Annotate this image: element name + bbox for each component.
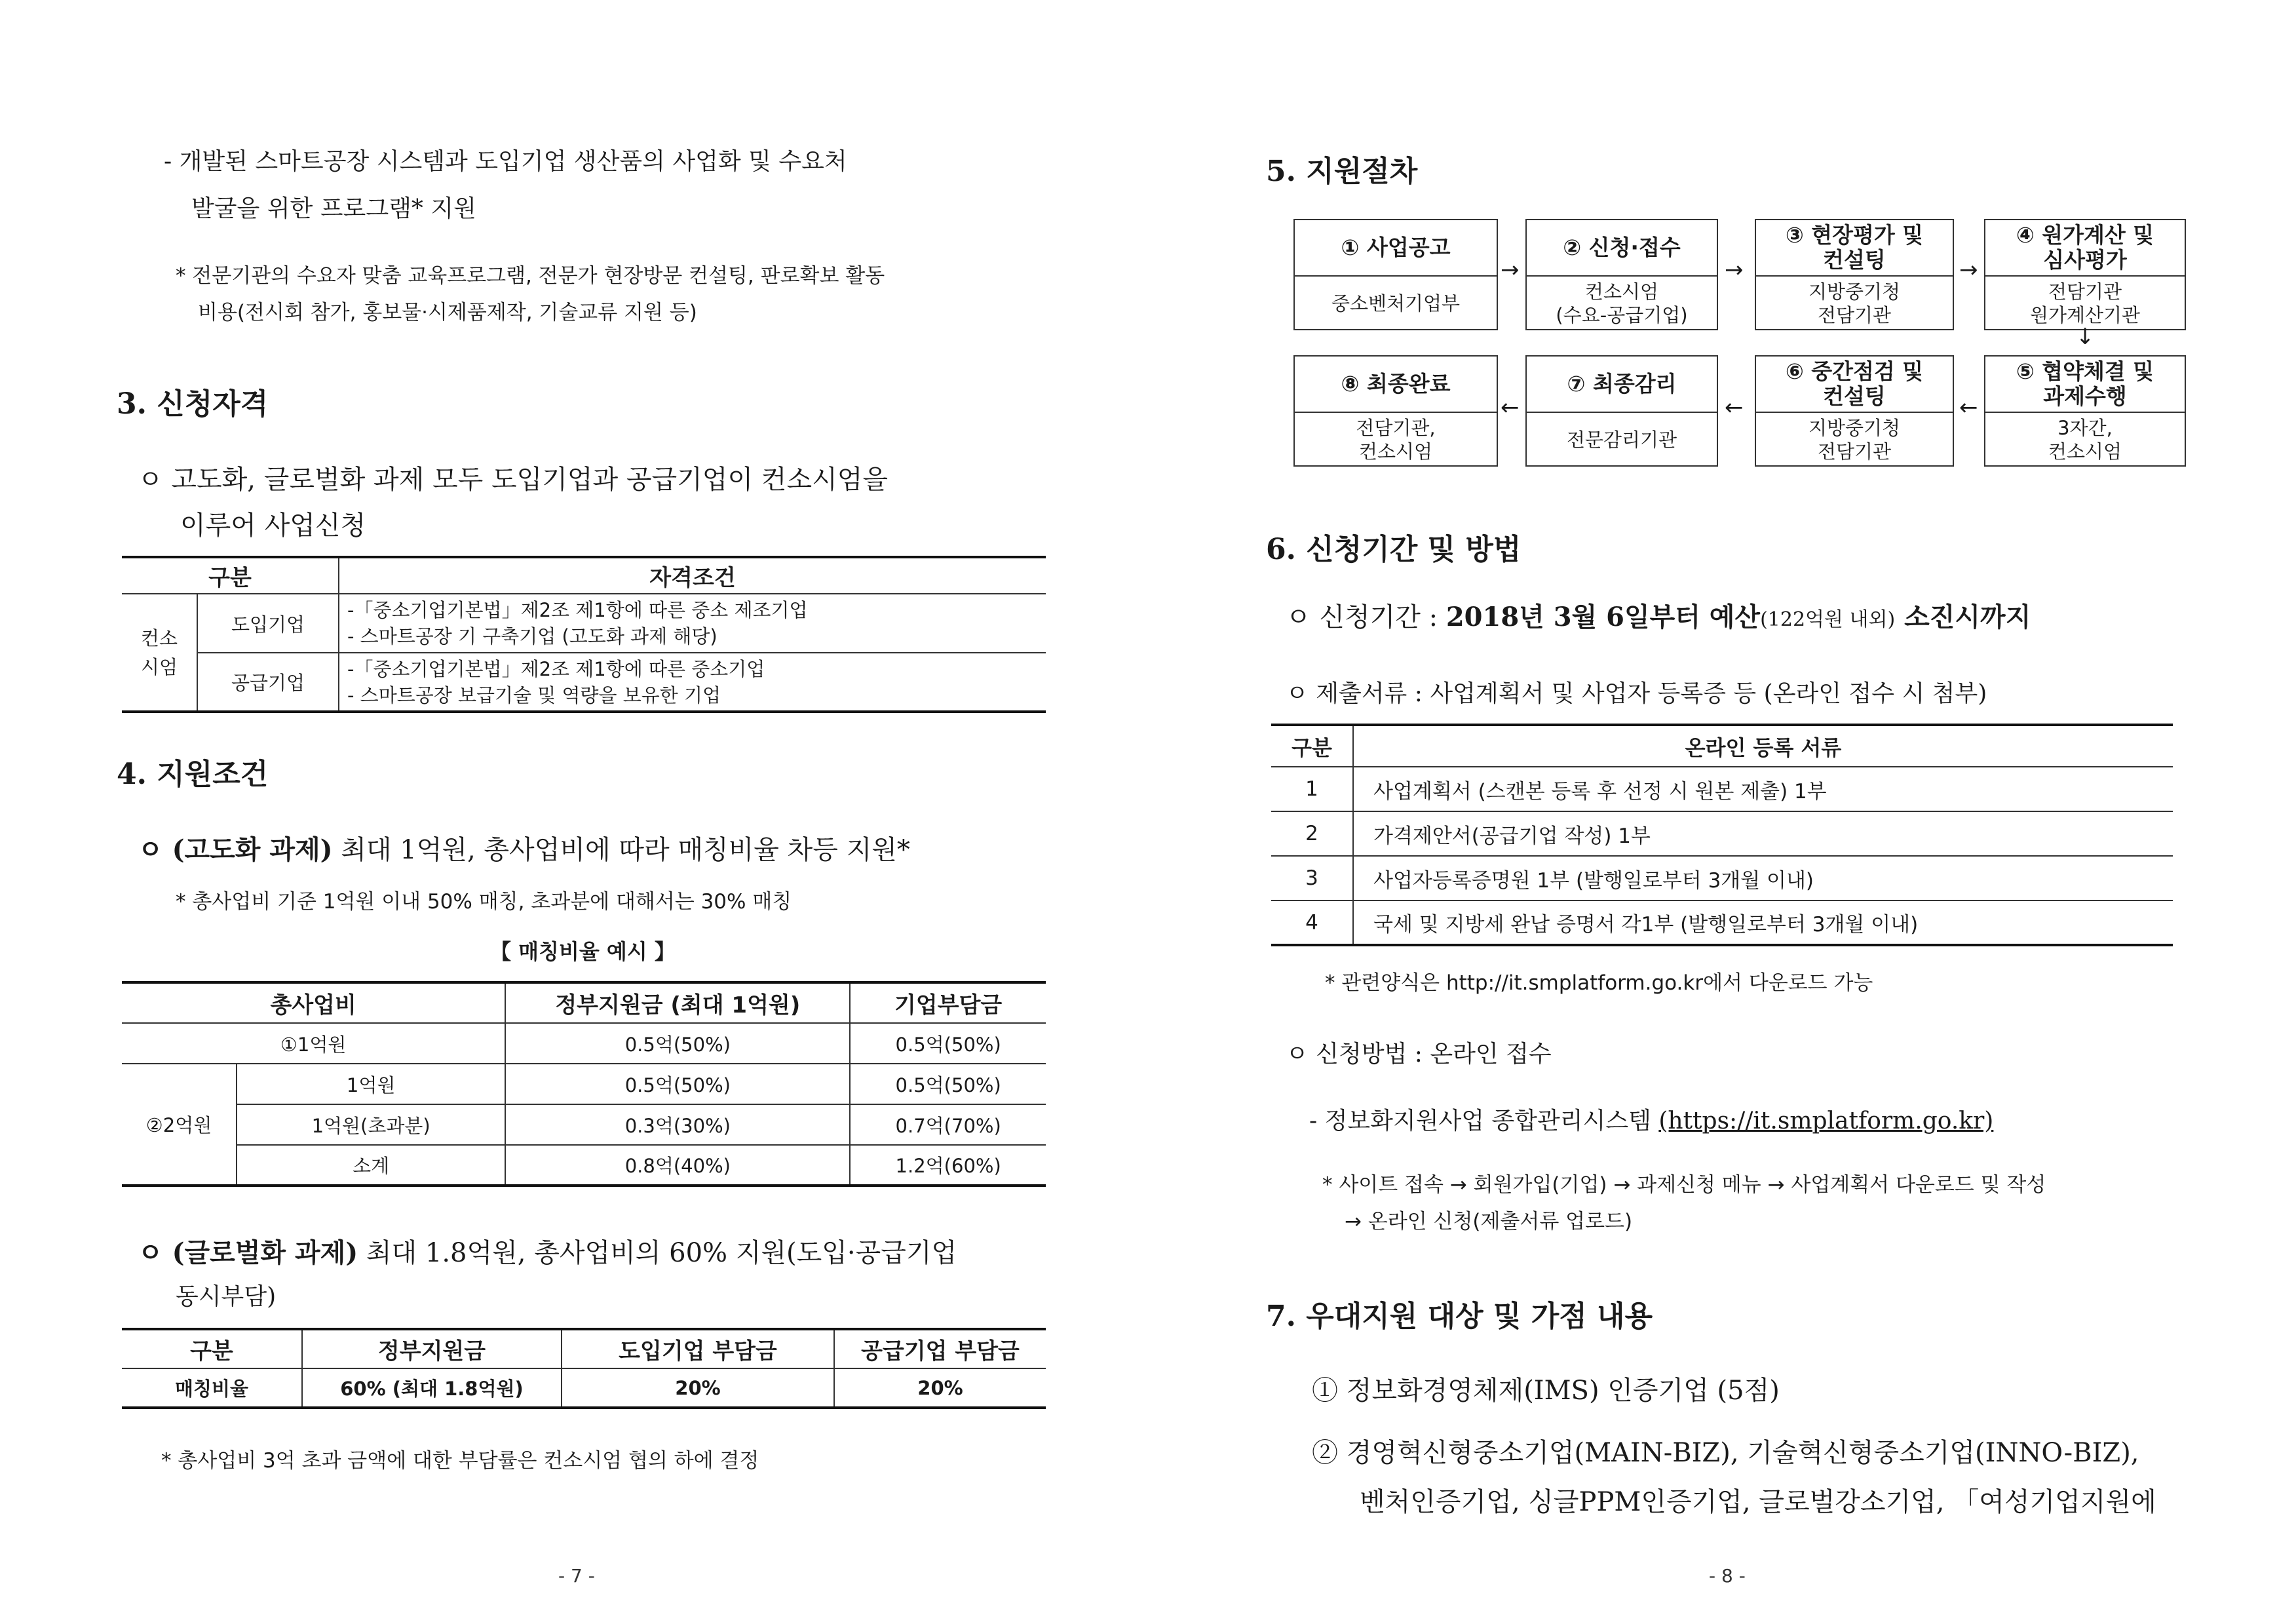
section-4-note: * 총사업비 3억 초과 금액에 대한 부담률은 컨소시엄 협의 하에 결정: [161, 1449, 759, 1473]
step-2-body: 컨소시엄 (수요-공급기업): [1556, 280, 1688, 326]
global-row-gov: 60% (최대 1.8억원): [302, 1368, 562, 1408]
arrow-down: ↓: [2076, 324, 2095, 350]
global-row-intro: 20%: [562, 1368, 834, 1408]
step-2-title: ② 신청·접수: [1527, 220, 1717, 277]
qual-row2-cond-1: -「중소기업기본법」제2조 제1항에 따른 중소기업: [347, 657, 765, 680]
section-4-bullet-1-bold: ㅇ (고도화 과제): [138, 834, 333, 865]
docs-row-no: 3: [1271, 856, 1353, 900]
global-row-supply: 20%: [834, 1368, 1046, 1408]
section-3-title: 3. 신청자격: [117, 387, 269, 421]
section-4-bullet-1: [138, 829, 910, 866]
docs-row-doc: 국세 및 지방세 완납 증명서 각1부 (발행일로부터 3개월 이내): [1353, 900, 2173, 945]
step-6-body: 지방중기청 전담기관: [1808, 417, 1901, 463]
arrow-left-3: ←: [1501, 395, 1520, 421]
section-7-title: 7. 우대지원 대상 및 가점 내용: [1266, 1300, 1653, 1333]
section-6-steps-2: → 온라인 신청(제출서류 업로드): [1345, 1210, 1633, 1233]
match-row2-group: ②2억원: [122, 1064, 237, 1186]
step-4-body: 전담기관 원가계산기관: [2029, 280, 2141, 326]
docs-table: [1271, 724, 2173, 946]
docs-row-doc: 사업계획서 (스캔본 등록 후 선정 시 원본 제출) 1부: [1353, 767, 2173, 811]
step-7-box: [1525, 355, 1718, 467]
intro-line-2: 발굴을 위한 프로그램* 지원: [191, 195, 476, 222]
step-3-box: [1755, 219, 1954, 330]
match-row1-gov: 0.5억(50%): [505, 1023, 850, 1064]
section-6-period-bold-2: 소진시까지: [1895, 602, 2031, 632]
match-row2a-corp: 0.5억(50%): [850, 1064, 1046, 1104]
section-6-system: [1309, 1102, 1993, 1136]
section-6-steps-1: * 사이트 접속 → 회원가입(기업) → 과제신청 메뉴 → 사업계획서 다운로드 및 작성: [1322, 1173, 2046, 1197]
arrow-right-2: →: [1725, 257, 1744, 283]
match-header-total: 총사업비: [122, 982, 505, 1023]
qual-row2-label: 공급기업: [197, 653, 339, 712]
section-6-title: 6. 신청기간 및 방법: [1266, 533, 1521, 566]
step-1-body: 중소벤처기업부: [1331, 292, 1461, 315]
section-4-bullet-2-line-2: 동시부담): [176, 1283, 277, 1310]
step-2-box: [1525, 219, 1718, 330]
step-5-box: [1984, 355, 2186, 467]
qual-header-condition: 자격조건: [339, 557, 1046, 594]
qual-group-label: 컨소 시엄: [122, 594, 197, 712]
match-row2c-corp: 1.2억(60%): [850, 1145, 1046, 1186]
section-6-system-prefix: - 정보화지원사업 종합관리시스템: [1309, 1108, 1659, 1134]
step-4-title: ④ 원가계산 및 심사평가: [1985, 220, 2185, 277]
section-4-bullet-2-bold: ㅇ (글로벌화 과제): [138, 1237, 358, 1268]
section-3-line-1: ㅇ 고도화, 글로벌화 과제 모두 도입기업과 공급기업이 컨소시엄을: [138, 465, 888, 495]
section-4-bullet-1-rest: 최대 1억원, 총사업비에 따라 매칭비율 차등 지원*: [332, 835, 910, 865]
global-row-label: 매칭비율: [122, 1368, 302, 1408]
step-5-title: ⑤ 협약체결 및 과제수행: [1985, 357, 2185, 413]
match-row2c-label: 소계: [237, 1145, 505, 1186]
section-6-period-bold-1: 2018년 3월 6일부터 예산: [1445, 602, 1761, 632]
step-8-title: ⑧ 최종완료: [1295, 357, 1497, 413]
matching-table: [122, 981, 1046, 1187]
step-1-box: [1293, 219, 1498, 330]
match-row2a-label: 1억원: [237, 1064, 505, 1104]
page-number-7: - 7 -: [558, 1565, 595, 1587]
qual-row1-cond-1: -「중소기업기본법」제2조 제1항에 따른 중소 제조기업: [347, 599, 808, 621]
qual-header-type: 구분: [122, 557, 339, 594]
qual-row1-cond-2: - 스마트공장 기 구축기업 (고도화 과제 해당): [347, 625, 718, 648]
section-5-title: 5. 지원절차: [1266, 155, 1418, 188]
step-5-body: 3자간, 컨소시엄: [2048, 417, 2122, 463]
section-3-line-2: 이루어 사업신청: [180, 511, 366, 541]
match-header-gov: 정부지원금 (최대 1억원): [505, 982, 850, 1023]
step-7-title: ⑦ 최종감리: [1527, 357, 1717, 413]
step-6-title: ⑥ 중간점검 및 컨설팅: [1756, 357, 1953, 413]
system-url-link[interactable]: (https://it.smplatform.go.kr): [1658, 1108, 1994, 1134]
section-4-bullet-2: [138, 1232, 957, 1269]
qual-row1-conditions: [339, 594, 1046, 653]
step-4-box: [1984, 219, 2186, 330]
section-4-bullet-2-rest: 최대 1.8억원, 총사업비의 60% 지원(도입·공급기업: [358, 1238, 957, 1268]
match-row2c-gov: 0.8억(40%): [505, 1145, 850, 1186]
match-row1-label: ①1억원: [122, 1023, 505, 1064]
step-8-box: [1293, 355, 1498, 467]
qual-row2-cond-2: - 스마트공장 보급기술 및 역량을 보유한 기업: [347, 684, 721, 706]
qual-row1-label: 도입기업: [197, 594, 339, 653]
global-table: [122, 1328, 1046, 1409]
docs-row-no: 2: [1271, 811, 1353, 856]
qual-row2-conditions: [339, 653, 1046, 712]
section-4-title: 4. 지원조건: [117, 758, 269, 791]
step-6-box: [1755, 355, 1954, 467]
step-1-title: ① 사업공고: [1295, 220, 1497, 277]
section-6-period-small: (122억원 내외): [1760, 608, 1896, 631]
section-7-item-2-line-1: ② 경영혁신형중소기업(MAIN-BIZ), 기술혁신형중소기업(INNO-BIZ),: [1312, 1438, 2139, 1468]
docs-row-no: 4: [1271, 900, 1353, 945]
match-row2a-gov: 0.5억(50%): [505, 1064, 850, 1104]
match-row1-corp: 0.5억(50%): [850, 1023, 1046, 1064]
docs-row-no: 1: [1271, 767, 1353, 811]
arrow-left-1: ←: [1959, 395, 1978, 421]
step-3-title: ③ 현장평가 및 컨설팅: [1756, 220, 1953, 277]
arrow-left-2: ←: [1725, 395, 1744, 421]
global-header-intro: 도입기업 부담금: [562, 1329, 834, 1368]
qualification-table: [122, 556, 1046, 713]
docs-header-no: 구분: [1271, 725, 1353, 767]
docs-note: * 관련양식은 http://it.smplatform.go.kr에서 다운로드 가능: [1325, 971, 1873, 995]
match-header-corp: 기업부담금: [850, 982, 1046, 1023]
docs-row-doc: 사업자등록증명원 1부 (발행일로부터 3개월 이내): [1353, 856, 2173, 900]
section-6-method: ㅇ 신청방법 : 온라인 접수: [1286, 1041, 1552, 1068]
section-6-period-prefix: ㅇ 신청기간 :: [1286, 602, 1446, 632]
page-number-8: - 8 -: [1709, 1565, 1746, 1587]
section-7-item-1: ① 정보화경영체제(IMS) 인증기업 (5점): [1312, 1376, 1780, 1406]
docs-row-doc: 가격제안서(공급기업 작성) 1부: [1353, 811, 2173, 856]
step-7-body: 전문감리기관: [1566, 429, 1677, 451]
global-header-gov: 정부지원금: [302, 1329, 562, 1368]
global-header-supply: 공급기업 부담금: [834, 1329, 1046, 1368]
step-8-body: 전담기관, 컨소시엄: [1356, 417, 1436, 463]
match-row2b-gov: 0.3억(30%): [505, 1104, 850, 1145]
intro-note-2: 비용(전시회 참가, 홍보물·시제품제작, 기술교류 지원 등): [198, 301, 697, 324]
intro-note-1: * 전문기관의 수요자 맞춤 교육프로그램, 전문가 현장방문 컨설팅, 판로확보 활동: [176, 264, 885, 288]
section-4-bullet-1-note: * 총사업비 기준 1억원 이내 50% 매칭, 초과분에 대해서는 30% 매칭: [176, 890, 792, 914]
section-6-period: [1286, 596, 2031, 634]
match-row2b-label: 1억원(초과분): [237, 1104, 505, 1145]
intro-line-1: - 개발된 스마트공장 시스템과 도입기업 생산품의 사업화 및 수요처: [164, 148, 847, 175]
matching-caption: 【 매칭비율 예시 】: [490, 939, 676, 964]
step-3-body: 지방중기청 전담기관: [1808, 280, 1901, 326]
arrow-right-3: →: [1959, 257, 1978, 283]
section-7-item-2-line-2: 벤처인증기업, 싱글PPM인증기업, 글로벌강소기업, 「여성기업지원에: [1360, 1487, 2156, 1517]
global-header-type: 구분: [122, 1329, 302, 1368]
arrow-right-1: →: [1501, 257, 1520, 283]
docs-header-doc: 온라인 등록 서류: [1353, 725, 2173, 767]
section-6-docs: ㅇ 제출서류 : 사업계획서 및 사업자 등록증 등 (온라인 접수 시 첨부): [1286, 680, 1987, 707]
match-row2b-corp: 0.7억(70%): [850, 1104, 1046, 1145]
